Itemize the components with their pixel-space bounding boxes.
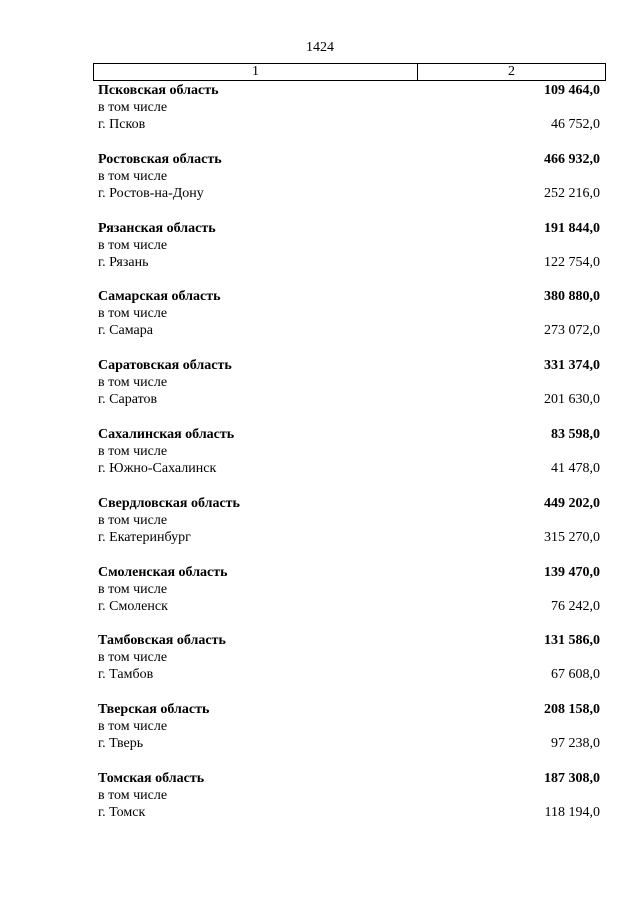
city-name: г. Тверь [98, 736, 144, 752]
column-header-2: 2 [508, 64, 515, 79]
region-entry [98, 426, 600, 495]
city-value: 76 242,0 [551, 598, 600, 614]
region-list [98, 82, 600, 839]
region-total: 191 844,0 [544, 220, 600, 236]
city-value: 41 478,0 [551, 460, 600, 476]
in-total-label: в том числе [98, 787, 168, 803]
region-name: Ростовская область [98, 151, 222, 167]
region-total: 208 158,0 [544, 702, 600, 718]
city-value: 201 630,0 [544, 392, 600, 408]
region-name: Самарская область [98, 289, 221, 305]
city-name: г. Южно-Сахалинск [98, 460, 217, 476]
region-total: 109 464,0 [544, 83, 600, 98]
city-name: г. Рязань [98, 254, 149, 270]
column-header-1: 1 [94, 64, 418, 80]
in-total-label: в том числе [98, 168, 168, 184]
in-total-label: в том числе [98, 650, 168, 666]
city-value: 122 754,0 [544, 254, 600, 270]
in-total-label: в том числе [98, 512, 168, 528]
in-total-label: в том числе [98, 719, 168, 735]
page-number: 1424 [306, 40, 334, 55]
region-total: 83 598,0 [551, 426, 600, 442]
in-total-label: в том числе [98, 306, 168, 322]
region-name: Саратовская область [98, 358, 232, 374]
region-name: Тамбовская область [98, 633, 226, 649]
city-value: 67 608,0 [551, 667, 600, 683]
region-entry [98, 220, 600, 289]
city-name: г. Томск [98, 804, 146, 820]
region-entry [98, 288, 600, 357]
city-value: 273 072,0 [544, 323, 600, 339]
in-total-label: в том числе [98, 375, 168, 391]
region-entry [98, 701, 600, 770]
region-total: 331 374,0 [544, 358, 600, 374]
city-value: 315 270,0 [544, 529, 600, 545]
region-total: 449 202,0 [544, 495, 600, 511]
region-entry [98, 632, 600, 701]
region-total: 139 470,0 [544, 564, 600, 580]
city-value: 46 752,0 [551, 117, 600, 132]
region-total: 131 586,0 [544, 633, 600, 649]
in-total-label: в том числе [98, 237, 168, 253]
city-name: г. Тамбов [98, 667, 154, 683]
region-name: Томская область [98, 770, 205, 786]
region-entry [98, 151, 600, 220]
region-total: 187 308,0 [544, 770, 600, 786]
region-entry [98, 357, 600, 426]
in-total-label: в том числе [98, 443, 168, 459]
region-name: Псковская область [98, 83, 219, 98]
column-header-row [93, 63, 606, 81]
city-name: г. Екатеринбург [98, 529, 191, 545]
region-name: Свердловская область [98, 495, 240, 511]
region-total: 380 880,0 [544, 289, 600, 305]
region-name: Сахалинская область [98, 426, 235, 442]
city-name: г. Саратов [98, 392, 158, 408]
city-value: 252 216,0 [544, 185, 600, 201]
city-name: г. Самара [98, 323, 153, 339]
in-total-label: в том числе [98, 100, 168, 115]
city-value: 118 194,0 [544, 804, 600, 820]
region-entry [98, 770, 600, 839]
region-total: 466 932,0 [544, 151, 600, 167]
city-name: г. Смоленск [98, 598, 168, 614]
region-entry [98, 82, 600, 151]
city-value: 97 238,0 [551, 736, 600, 752]
city-name: г. Псков [98, 117, 146, 132]
region-entry [98, 495, 600, 564]
region-name: Рязанская область [98, 220, 216, 236]
city-name: г. Ростов-на-Дону [98, 185, 204, 201]
region-entry [98, 564, 600, 633]
region-name: Тверская область [98, 702, 210, 718]
in-total-label: в том числе [98, 581, 168, 597]
region-name: Смоленская область [98, 564, 228, 580]
